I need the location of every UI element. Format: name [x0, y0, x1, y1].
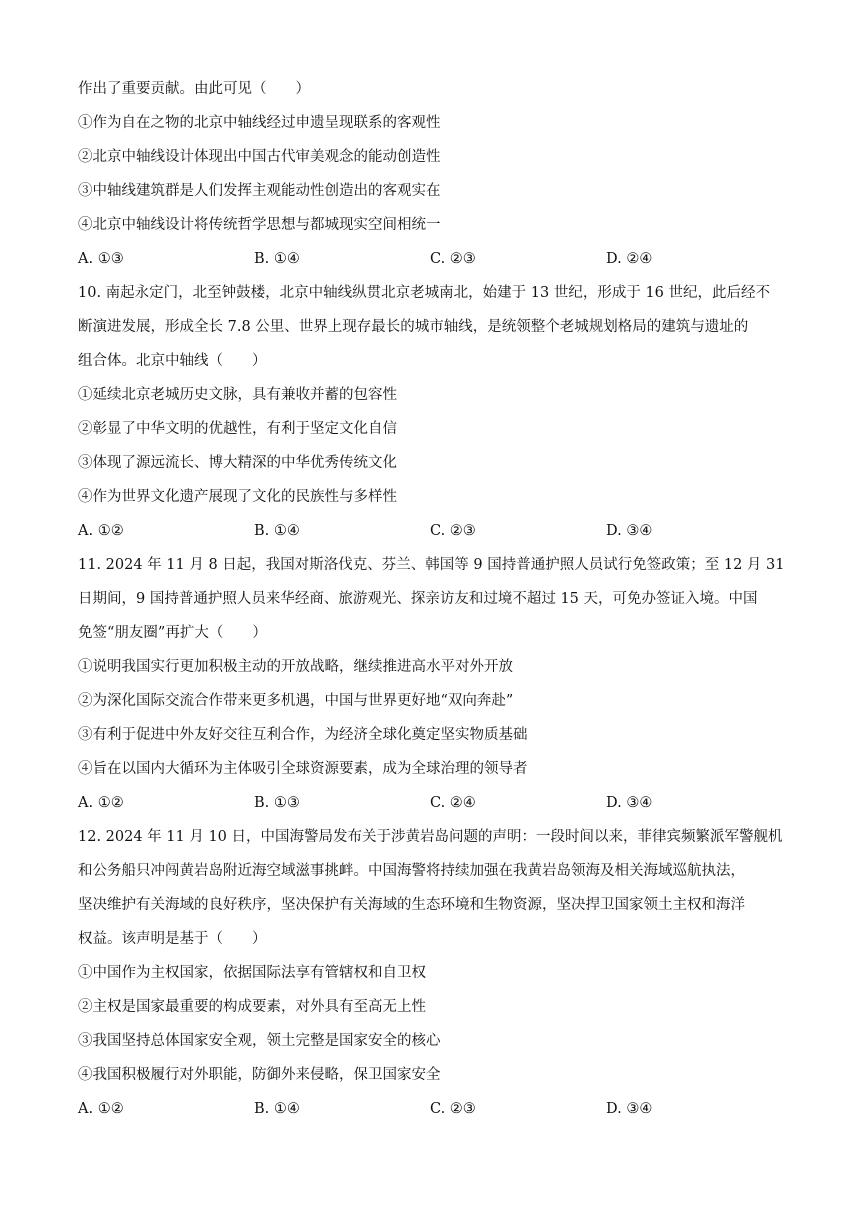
question-12-option-d: D. ③④: [606, 1101, 653, 1117]
question-9-item-4: ④北京中轴线设计将传统哲学思想与都城现实空间相统一: [78, 217, 441, 233]
question-11-item-4: ④旨在以国内大循环为主体吸引全球资源要素，成为全球治理的领导者: [78, 761, 528, 777]
question-9-stem-tail: 作出了重要贡献。由此可见（ ）: [78, 81, 310, 97]
question-12-stem-line-4: 权益。该声明是基于（ ）: [78, 931, 267, 947]
question-9-option-b: B. ①④: [254, 251, 300, 267]
question-9-item-2: ②北京中轴线设计体现出中国古代审美观念的能动创造性: [78, 149, 441, 165]
question-12-stem-line-1: 12. 2024 年 11 月 10 日，中国海警局发布关于涉黄岩岛问题的声明：一段时间以来，菲律宾频繁派军警舰机: [78, 829, 783, 845]
question-11-stem-line-1: 11. 2024 年 11 月 8 日起，我国对斯洛伐克、芬兰、韩国等 9 国持普通护照人员试行免签政策；至 12 月 31: [78, 557, 785, 573]
question-12-options: [78, 1092, 790, 1126]
question-12-item-2: ②主权是国家最重要的构成要素，对外具有至高无上性: [78, 999, 426, 1015]
question-9-option-d: D. ②④: [606, 251, 653, 267]
question-10: [78, 276, 790, 548]
question-10-option-d: D. ③④: [606, 523, 653, 539]
question-10-option-b: B. ①④: [254, 523, 300, 539]
question-10-item-3: ③体现了源远流长、博大精深的中华优秀传统文化: [78, 455, 397, 471]
question-12-option-c: C. ②③: [430, 1101, 476, 1117]
question-10-item-2: ②彰显了中华文明的优越性，有利于坚定文化自信: [78, 421, 397, 437]
question-9: [78, 72, 790, 276]
question-12-item-3: ③我国坚持总体国家安全观，领土完整是国家安全的核心: [78, 1033, 441, 1049]
question-10-stem-line-2: 断演进发展，形成全长 7.8 公里、世界上现存最长的城市轴线，是统领整个老城规划格局的建筑与遗址的: [78, 319, 749, 335]
question-11-item-3: ③有利于促进中外友好交往互利合作，为经济全球化奠定坚实物质基础: [78, 727, 528, 743]
exam-page: [78, 72, 790, 1126]
question-12-stem-line-2: 和公务船只冲闯黄岩岛附近海空域滋事挑衅。中国海警将持续加强在我黄岩岛领海及相关海域巡航执法，: [78, 863, 745, 879]
question-11: [78, 548, 790, 820]
question-9-option-a: A. ①③: [78, 251, 124, 267]
question-10-item-1: ①延续北京老城历史文脉，具有兼收并蓄的包容性: [78, 387, 397, 403]
question-12-option-a: A. ①②: [78, 1101, 124, 1117]
question-11-option-b: B. ①③: [254, 795, 300, 811]
question-11-item-1: ①说明我国实行更加积极主动的开放战略，继续推进高水平对外开放: [78, 659, 513, 675]
question-11-option-c: C. ②④: [430, 795, 476, 811]
question-9-options: [78, 242, 790, 276]
question-11-stem-line-3: 免签“朋友圈”再扩大（ ）: [78, 625, 267, 641]
question-11-options: [78, 786, 790, 820]
question-11-option-d: D. ③④: [606, 795, 653, 811]
question-9-item-1: ①作为自在之物的北京中轴线经过申遗呈现联系的客观性: [78, 115, 441, 131]
question-11-option-a: A. ①②: [78, 795, 124, 811]
question-10-item-4: ④作为世界文化遗产展现了文化的民族性与多样性: [78, 489, 397, 505]
question-10-options: [78, 514, 790, 548]
question-10-option-c: C. ②③: [430, 523, 476, 539]
question-10-stem-line-1: 10. 南起永定门，北至钟鼓楼，北京中轴线纵贯北京老城南北，始建于 13 世纪，形成于 16 世纪，此后经不: [78, 285, 771, 301]
question-10-option-a: A. ①②: [78, 523, 124, 539]
question-12-stem-line-3: 坚决维护有关海域的良好秩序，坚决保护有关海域的生态环境和生物资源，坚决捍卫国家领土主权和海洋: [78, 897, 745, 913]
question-9-item-3: ③中轴线建筑群是人们发挥主观能动性创造出的客观实在: [78, 183, 441, 199]
question-11-stem-line-2: 日期间，9 国持普通护照人员来华经商、旅游观光、探亲访友和过境不超过 15 天，可免办签证入境。中国: [78, 591, 758, 607]
question-12-item-1: ①中国作为主权国家，依据国际法享有管辖权和自卫权: [78, 965, 426, 981]
question-11-item-2: ②为深化国际交流合作带来更多机遇，中国与世界更好地“双向奔赴”: [78, 693, 514, 709]
question-12-option-b: B. ①④: [254, 1101, 300, 1117]
question-10-stem-line-3: 组合体。北京中轴线（ ）: [78, 353, 267, 369]
question-9-option-c: C. ②③: [430, 251, 476, 267]
question-12-item-4: ④我国积极履行对外职能，防御外来侵略，保卫国家安全: [78, 1067, 441, 1083]
question-12: [78, 820, 790, 1126]
